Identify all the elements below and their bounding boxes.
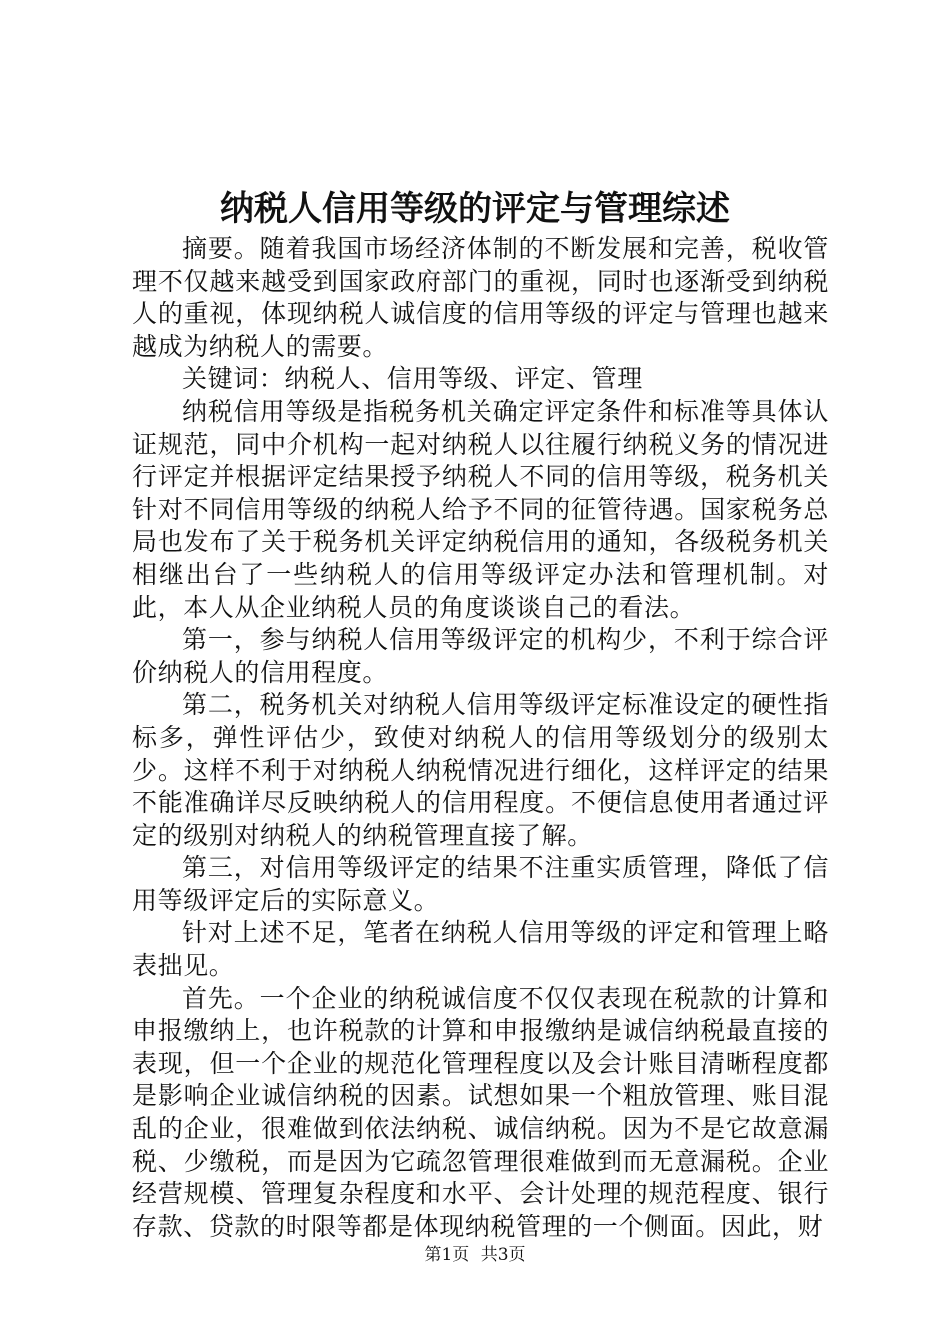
page-total: 共3页 (480, 1245, 526, 1265)
document-title: 纳税人信用等级的评定与管理综述 (220, 189, 730, 229)
body-paragraph: 第一，参与纳税人信用等级评定的机构少，不利于综合评价纳税人的信用程度。 (132, 625, 829, 687)
page-number: 第1页 (424, 1245, 470, 1265)
keywords-paragraph: 关键词：纳税人、信用等级、评定、管理 (182, 364, 643, 394)
abstract-paragraph: 摘要。随着我国市场经济体制的不断发展和完善，税收管理不仅越来越受到国家政府部门的重视，同时也逐渐受到纳税人的重视，体现纳税人诚信度的信用等级的评定与管理也越来越成为纳税人的需要。 (132, 234, 829, 361)
body-paragraph: 纳税信用等级是指税务机关确定评定条件和标准等具体认证规范，同中介机构一起对纳税人以往履行纳税义务的情况进行评定并根据评定结果授予纳税人不同的信用等级，税务机关针对不同信用等级的纳税人给予不同的征管待遇。国家税务总局也发布了关于税务机关评定纳税信用的通知，各级税务机关相继出台了一些纳税人的信用等级评定办法和管理机制。对此，本人从企业纳税人员的角度谈谈自己的看法。 (132, 396, 829, 622)
page-footer (0, 1244, 950, 1266)
body-paragraph: 针对上述不足，笔者在纳税人信用等级的评定和管理上略表拙见。 (132, 918, 829, 981)
body-paragraph: 第三，对信用等级评定的结果不注重实质管理，降低了信用等级评定后的实际意义。 (132, 853, 829, 915)
document-body (132, 233, 829, 1243)
body-paragraph: 首先。一个企业的纳税诚信度不仅仅表现在税款的计算和申报缴纳上，也许税款的计算和申报缴纳是诚信纳税最直接的表现，但一个企业的规范化管理程度以及会计账目清晰程度都是影响企业诚信纳税的因素。试想如果一个粗放管理、账目混乱的企业，很难做到依法纳税、诚信纳税。因为不是它故意漏税、少缴税，而是因为它疏忽管理很难做到而无意漏税。企业经营规模、管理复杂程度和水平、会计处理的规范程度、银行存款、贷款的时限等都是体现纳税管理的一个侧面。因此，财 (132, 983, 829, 1241)
body-paragraph: 第二，税务机关对纳税人信用等级评定标准设定的硬性指标多，弹性评估少，致使对纳税人的信用等级划分的级别太少。这样不利于对纳税人纳税情况进行细化，这样评定的结果不能准确详尽反映纳税人的信用程度。不便信息使用者通过评定的级别对纳税人的纳税管理直接了解。 (132, 690, 829, 850)
